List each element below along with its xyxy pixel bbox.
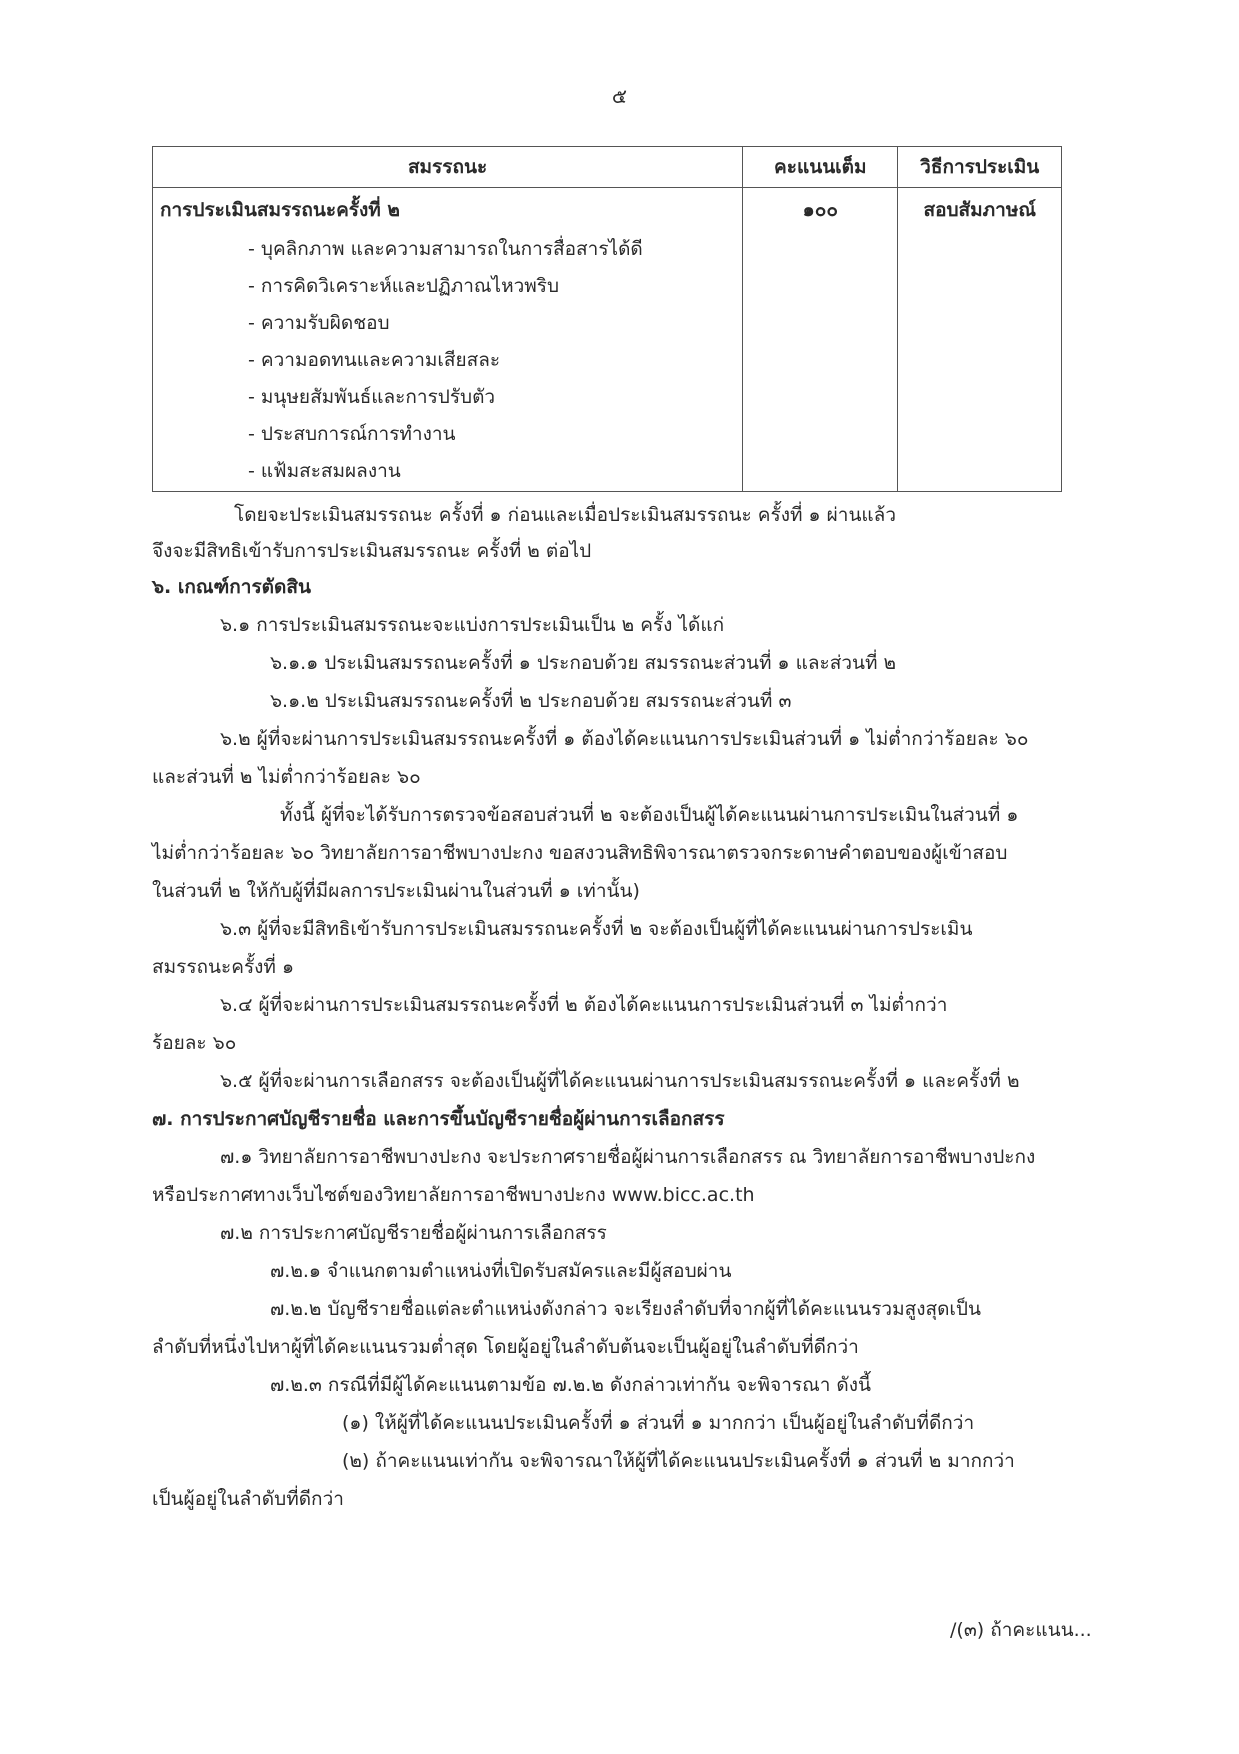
- section-heading: ๖. เกณฑ์การตัดสิน: [152, 576, 311, 598]
- paragraph-line: หรือประกาศทางเว็บไซต์ของวิทยาลัยการอาชีพบางปะกง www.bicc.ac.th: [152, 1184, 755, 1206]
- competency-item: - ความรับผิดชอบ: [248, 312, 390, 334]
- competency-item: - ประสบการณ์การทำงาน: [248, 423, 456, 445]
- paragraph-line: ๖.๓ ผู้ที่จะมีสิทธิเข้ารับการประเมินสมรรถนะครั้งที่ ๒ จะต้องเป็นผู้ที่ได้คะแนนผ่านการประเมิน: [220, 918, 973, 940]
- competency-item: - มนุษยสัมพันธ์และการปรับตัว: [248, 386, 496, 408]
- score-cell: [743, 188, 898, 492]
- header-competency: สมรรถนะ: [153, 147, 743, 188]
- competency-cell: [153, 188, 743, 492]
- assessment-round-title: การประเมินสมรรถนะครั้งที่ ๒: [160, 199, 400, 221]
- competency-item: - แฟ้มสะสมผลงาน: [248, 460, 401, 482]
- paragraph-line: ไม่ต่ำกว่าร้อยละ ๖๐ วิทยาลัยการอาชีพบางปะกง ขอสงวนสิทธิพิจารณาตรวจกระดาษคำตอบของผู้เข้าสอบ: [152, 842, 1008, 864]
- paragraph-line: (๑) ให้ผู้ที่ได้คะแนนประเมินครั้งที่ ๑ ส่วนที่ ๑ มากกว่า เป็นผู้อยู่ในลำดับที่ดีกว่า: [342, 1412, 975, 1434]
- paragraph-line: (๒) ถ้าคะแนนเท่ากัน จะพิจารณาให้ผู้ที่ได้คะแนนประเมินครั้งที่ ๑ ส่วนที่ ๒ มากกว่า: [342, 1450, 1015, 1472]
- paragraph-line: ร้อยละ ๖๐: [152, 1032, 237, 1054]
- header-full-score: คะแนนเต็ม: [743, 147, 898, 188]
- paragraph-line: ๖.๑.๑ ประเมินสมรรถนะครั้งที่ ๑ ประกอบด้วย สมรรถนะส่วนที่ ๑ และส่วนที่ ๒: [270, 652, 897, 674]
- method-cell: [898, 188, 1062, 492]
- continuation-note: /(๓) ถ้าคะแนน...: [950, 1619, 1092, 1641]
- table-row: [153, 188, 1062, 492]
- paragraph-line: ๗.๒.๒ บัญชีรายชื่อแต่ละตำแหน่งดังกล่าว จะเรียงลำดับที่จากผู้ที่ได้คะแนนรวมสูงสุดเป็น: [270, 1298, 981, 1320]
- paragraph-line: และส่วนที่ ๒ ไม่ต่ำกว่าร้อยละ ๖๐: [152, 766, 421, 788]
- competency-item: - บุคลิกภาพ และความสามารถในการสื่อสารได้ดี: [248, 238, 643, 260]
- paragraph-line: โดยจะประเมินสมรรถนะ ครั้งที่ ๑ ก่อนและเมื่อประเมินสมรรถนะ ครั้งที่ ๑ ผ่านแล้ว: [234, 504, 896, 526]
- paragraph-line: ลำดับที่หนึ่งไปหาผู้ที่ได้คะแนนรวมต่ำสุด โดยผู้อยู่ในลำดับต้นจะเป็นผู้อยู่ในลำดับที่ดีกว่า: [152, 1336, 859, 1358]
- paragraph-line: ๗.๒.๑ จำแนกตามตำแหน่งที่เปิดรับสมัครและมีผู้สอบผ่าน: [270, 1260, 732, 1282]
- paragraph-line: เป็นผู้อยู่ในลำดับที่ดีกว่า: [152, 1488, 344, 1510]
- paragraph-line: ทั้งนี้ ผู้ที่จะได้รับการตรวจข้อสอบส่วนที่ ๒ จะต้องเป็นผู้ได้คะแนนผ่านการประเมินในส่วนที่ ๑: [280, 804, 1019, 826]
- competency-table: [152, 146, 1062, 492]
- paragraph-line: ๗.๒.๓ กรณีที่มีผู้ได้คะแนนตามข้อ ๗.๒.๒ ดังกล่าวเท่ากัน จะพิจารณา ดังนี้: [270, 1374, 872, 1396]
- page-number: ๕: [611, 84, 628, 108]
- assessment-method-value: สอบสัมภาษณ์: [923, 199, 1037, 221]
- paragraph-line: ๖.๑ การประเมินสมรรถนะจะแบ่งการประเมินเป็น ๒ ครั้ง ได้แก่: [220, 614, 725, 636]
- paragraph-line: ๖.๔ ผู้ที่จะผ่านการประเมินสมรรถนะครั้งที่ ๒ ต้องได้คะแนนการประเมินส่วนที่ ๓ ไม่ต่ำกว่า: [220, 994, 948, 1016]
- paragraph-line: จึงจะมีสิทธิเข้ารับการประเมินสมรรถนะ ครั้งที่ ๒ ต่อไป: [152, 540, 592, 562]
- header-assessment-method: วิธีการประเมิน: [898, 147, 1062, 188]
- paragraph-line: ๗.๑ วิทยาลัยการอาชีพบางปะกง จะประกาศรายชื่อผู้ผ่านการเลือกสรร ณ วิทยาลัยการอาชีพบางปะกง: [220, 1146, 1036, 1168]
- table-header-row: [153, 147, 1062, 188]
- competency-item: - ความอดทนและความเสียสละ: [248, 349, 501, 371]
- paragraph-line: ๖.๕ ผู้ที่จะผ่านการเลือกสรร จะต้องเป็นผู้ที่ได้คะแนนผ่านการประเมินสมรรถนะครั้งที่ ๑ และครั้งที่ ๒: [220, 1070, 1020, 1092]
- full-score-value: ๑๐๐: [802, 199, 838, 221]
- paragraph-line: ๗.๒ การประกาศบัญชีรายชื่อผู้ผ่านการเลือกสรร: [220, 1222, 607, 1244]
- paragraph-line: ในส่วนที่ ๒ ให้กับผู้ที่มีผลการประเมินผ่านในส่วนที่ ๑ เท่านั้น): [152, 880, 640, 902]
- paragraph-line: ๖.๒ ผู้ที่จะผ่านการประเมินสมรรถนะครั้งที่ ๑ ต้องได้คะแนนการประเมินส่วนที่ ๑ ไม่ต่ำกว่าร้อยละ ๖๐: [220, 728, 1029, 750]
- competency-item: - การคิดวิเคราะห์และปฏิภาณไหวพริบ: [248, 275, 560, 297]
- paragraph-line: ๖.๑.๒ ประเมินสมรรถนะครั้งที่ ๒ ประกอบด้วย สมรรถนะส่วนที่ ๓: [270, 690, 792, 712]
- paragraph-line: สมรรถนะครั้งที่ ๑: [152, 956, 295, 978]
- section-heading: ๗. การประกาศบัญชีรายชื่อ และการขึ้นบัญชีรายชื่อผู้ผ่านการเลือกสรร: [152, 1108, 725, 1130]
